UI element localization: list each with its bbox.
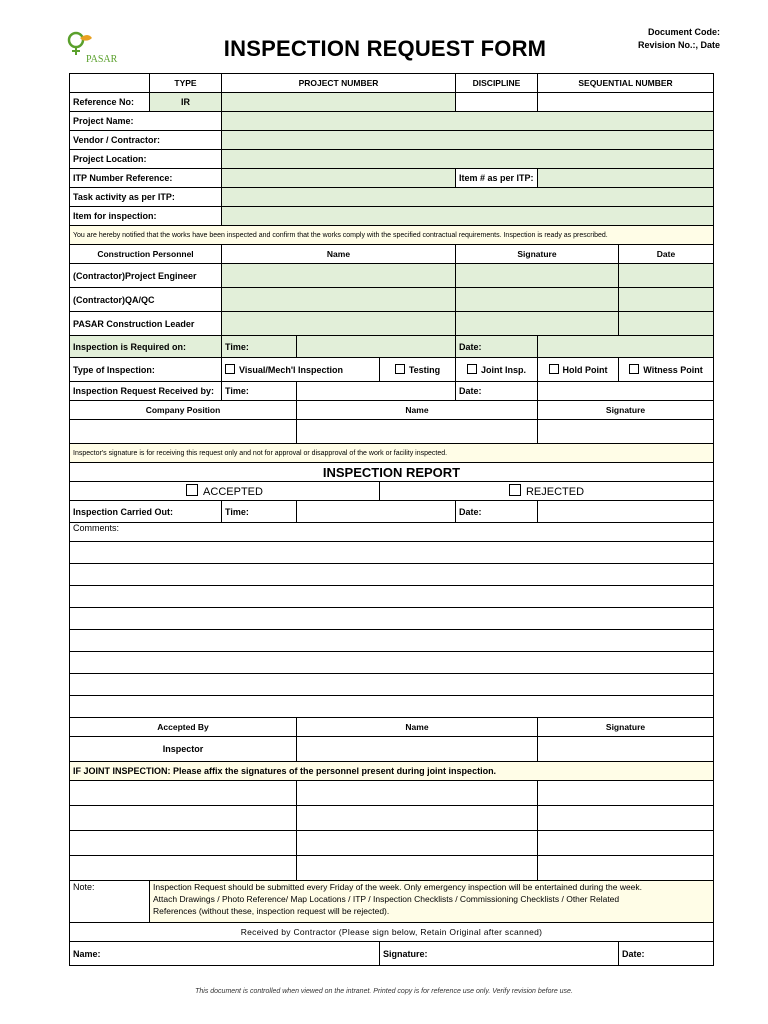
joint-inspection-label: IF JOINT INSPECTION: Please affix the signatures of the personnel present during joint inspection. <box>70 762 714 781</box>
checkbox-witness-point[interactable] <box>619 358 714 382</box>
joint-cell[interactable] <box>70 806 297 831</box>
checkbox-label: Testing <box>408 365 441 375</box>
received-time-input[interactable] <box>297 382 456 401</box>
receipt-note: Inspector's signature is for receiving this request only and not for approval or disapproval of the work or facility inspected. <box>70 444 714 463</box>
checkbox-testing[interactable] <box>380 358 456 382</box>
comment-line[interactable] <box>70 542 714 564</box>
comment-line[interactable] <box>70 674 714 696</box>
personnel-name-input[interactable] <box>222 312 456 336</box>
receipt-name-input[interactable] <box>297 420 538 444</box>
project-location-input[interactable] <box>222 150 714 169</box>
revision-label: Revision No.:, Date <box>637 40 720 50</box>
sequential-number-input[interactable] <box>538 93 714 112</box>
contractor-date-label: Date: <box>622 948 645 959</box>
inspector-label: Inspector <box>70 737 297 762</box>
acceptance-name-header: Name <box>297 718 538 737</box>
carried-out-label: Inspection Carried Out: <box>70 501 222 523</box>
time-label: Time: <box>222 382 297 401</box>
joint-cell[interactable] <box>297 781 538 806</box>
accepted-by-header: Accepted By <box>70 718 297 737</box>
comment-line[interactable] <box>70 608 714 630</box>
personnel-name-input[interactable] <box>222 264 456 288</box>
joint-cell[interactable] <box>538 781 714 806</box>
company-logo <box>66 28 136 68</box>
date-label: Date: <box>456 501 538 523</box>
joint-cell[interactable] <box>297 831 538 856</box>
contractor-signature-field[interactable] <box>380 942 619 966</box>
project-location-label: Project Location: <box>70 150 222 169</box>
personnel-date-input[interactable] <box>619 264 714 288</box>
time-label: Time: <box>222 336 297 358</box>
checkbox-icon <box>395 364 405 374</box>
item-itp-label: Item # as per ITP: <box>456 169 538 188</box>
note-line-3: References (without these, inspection request will be rejected). <box>153 906 390 916</box>
comment-line[interactable] <box>70 586 714 608</box>
personnel-signature-header: Signature <box>456 245 619 264</box>
item-itp-input[interactable] <box>538 169 714 188</box>
note-label: Note: <box>70 881 150 923</box>
personnel-date-header: Date <box>619 245 714 264</box>
receipt-signature-header: Signature <box>538 401 714 420</box>
receipt-name-header: Name <box>297 401 538 420</box>
comment-line[interactable] <box>70 652 714 674</box>
vendor-label: Vendor / Contractor: <box>70 131 222 150</box>
contractor-name-field[interactable] <box>70 942 380 966</box>
joint-cell[interactable] <box>70 781 297 806</box>
personnel-role-header: Construction Personnel <box>70 245 222 264</box>
received-by-label: Inspection Request Received by: <box>70 382 222 401</box>
task-activity-label: Task activity as per ITP: <box>70 188 222 207</box>
project-name-label: Project Name: <box>70 112 222 131</box>
discipline-header: DISCIPLINE <box>456 74 538 93</box>
checkbox-icon <box>509 484 521 496</box>
checkbox-label: Visual/Mech'l Inspection <box>239 365 344 375</box>
itp-number-input[interactable] <box>222 169 456 188</box>
joint-cell[interactable] <box>70 856 297 881</box>
inspection-form <box>69 73 714 966</box>
personnel-role: (Contractor)QA/QC <box>70 288 222 312</box>
checkbox-visual[interactable] <box>222 358 380 382</box>
item-inspection-input[interactable] <box>222 207 714 226</box>
time-label: Time: <box>222 501 297 523</box>
inspector-name-input[interactable] <box>297 737 538 762</box>
note-line-2: Attach Drawings / Photo Reference/ Map Locations / ITP / Inspection Checklists / Commissioning Checklists / Other Related <box>153 894 620 904</box>
contractor-signature-label: Signature: <box>383 948 428 959</box>
personnel-role: PASAR Construction Leader <box>70 312 222 336</box>
date-label: Date: <box>456 336 538 358</box>
date-input[interactable] <box>538 336 714 358</box>
footer-text: This document is controlled when viewed on the intranet. Printed copy is for reference use only. Verify revision before use. <box>195 988 573 995</box>
time-input[interactable] <box>297 336 456 358</box>
joint-cell[interactable] <box>538 806 714 831</box>
carried-out-time-input[interactable] <box>297 501 456 523</box>
personnel-date-input[interactable] <box>619 288 714 312</box>
checkbox-icon <box>225 364 235 374</box>
rejected-label: REJECTED <box>525 486 585 498</box>
contractor-date-field[interactable] <box>619 942 714 966</box>
form-title: INSPECTION REQUEST FORM <box>223 36 547 61</box>
type-of-inspection-label: Type of Inspection: <box>70 358 222 382</box>
rejected-checkbox[interactable] <box>380 482 714 501</box>
receipt-signature-input[interactable] <box>538 420 714 444</box>
comment-line[interactable] <box>70 630 714 652</box>
checkbox-icon <box>186 484 198 496</box>
note-text <box>150 881 714 923</box>
notice-text: You are hereby notified that the works have been inspected and confirm that the works comply with the specified contractual requirements. Inspection is ready as prescribed. <box>70 226 714 245</box>
itp-number-label: ITP Number Reference: <box>70 169 222 188</box>
project-number-header: PROJECT NUMBER <box>222 74 456 93</box>
project-number-input[interactable] <box>222 93 456 112</box>
personnel-signature-input[interactable] <box>456 264 619 288</box>
checkbox-label: Witness Point <box>643 365 703 375</box>
personnel-role: (Contractor)Project Engineer <box>70 264 222 288</box>
carried-out-date-input[interactable] <box>538 501 714 523</box>
personnel-signature-input[interactable] <box>456 288 619 312</box>
personnel-name-header: Name <box>222 245 456 264</box>
task-activity-input[interactable] <box>222 188 714 207</box>
checkbox-icon <box>629 364 639 374</box>
joint-cell[interactable] <box>538 831 714 856</box>
received-date-input[interactable] <box>538 382 714 401</box>
contractor-name-label: Name: <box>73 948 101 959</box>
checkbox-icon <box>549 364 559 374</box>
date-label: Date: <box>456 382 538 401</box>
blank-cell <box>70 74 150 93</box>
acceptance-signature-header: Signature <box>538 718 714 737</box>
checkbox-hold-point[interactable] <box>538 358 619 382</box>
doc-code-label: Document Code: <box>648 27 720 37</box>
personnel-signature-input[interactable] <box>456 312 619 336</box>
accepted-checkbox[interactable] <box>70 482 380 501</box>
received-contractor-title: Received by Contractor (Please sign below, Retain Original after scanned) <box>70 923 714 942</box>
project-name-input[interactable] <box>222 112 714 131</box>
joint-cell[interactable] <box>297 806 538 831</box>
company-position-header: Company Position <box>70 401 297 420</box>
comments-label: Comments: <box>70 523 714 542</box>
personnel-date-input[interactable] <box>619 312 714 336</box>
checkbox-label: Joint Insp. <box>481 365 526 375</box>
discipline-input[interactable] <box>456 93 538 112</box>
type-value: IR <box>150 93 222 112</box>
personnel-name-input[interactable] <box>222 288 456 312</box>
sequential-number-header: SEQUENTIAL NUMBER <box>538 74 714 93</box>
report-title: INSPECTION REPORT <box>70 463 714 482</box>
document-code <box>600 26 720 52</box>
reference-no-label: Reference No: <box>70 93 150 112</box>
comment-line[interactable] <box>70 564 714 586</box>
accepted-label: ACCEPTED <box>203 486 263 498</box>
checkbox-label: Hold Point <box>562 365 608 375</box>
company-position-input[interactable] <box>70 420 297 444</box>
checkbox-icon <box>467 364 477 374</box>
required-on-label: Inspection is Required on: <box>70 336 222 358</box>
joint-cell[interactable] <box>70 831 297 856</box>
joint-cell[interactable] <box>297 856 538 881</box>
inspector-signature-input[interactable] <box>538 737 714 762</box>
item-inspection-label: Item for inspection: <box>70 207 222 226</box>
comment-line[interactable] <box>70 696 714 718</box>
joint-cell[interactable] <box>538 856 714 881</box>
logo-text: PASAR <box>86 54 118 65</box>
type-header: TYPE <box>150 74 222 93</box>
note-line-1: Inspection Request should be submitted every Friday of the week. Only emergency inspection will be entertained during the week. <box>153 882 643 892</box>
vendor-input[interactable] <box>222 131 714 150</box>
checkbox-joint[interactable] <box>456 358 538 382</box>
